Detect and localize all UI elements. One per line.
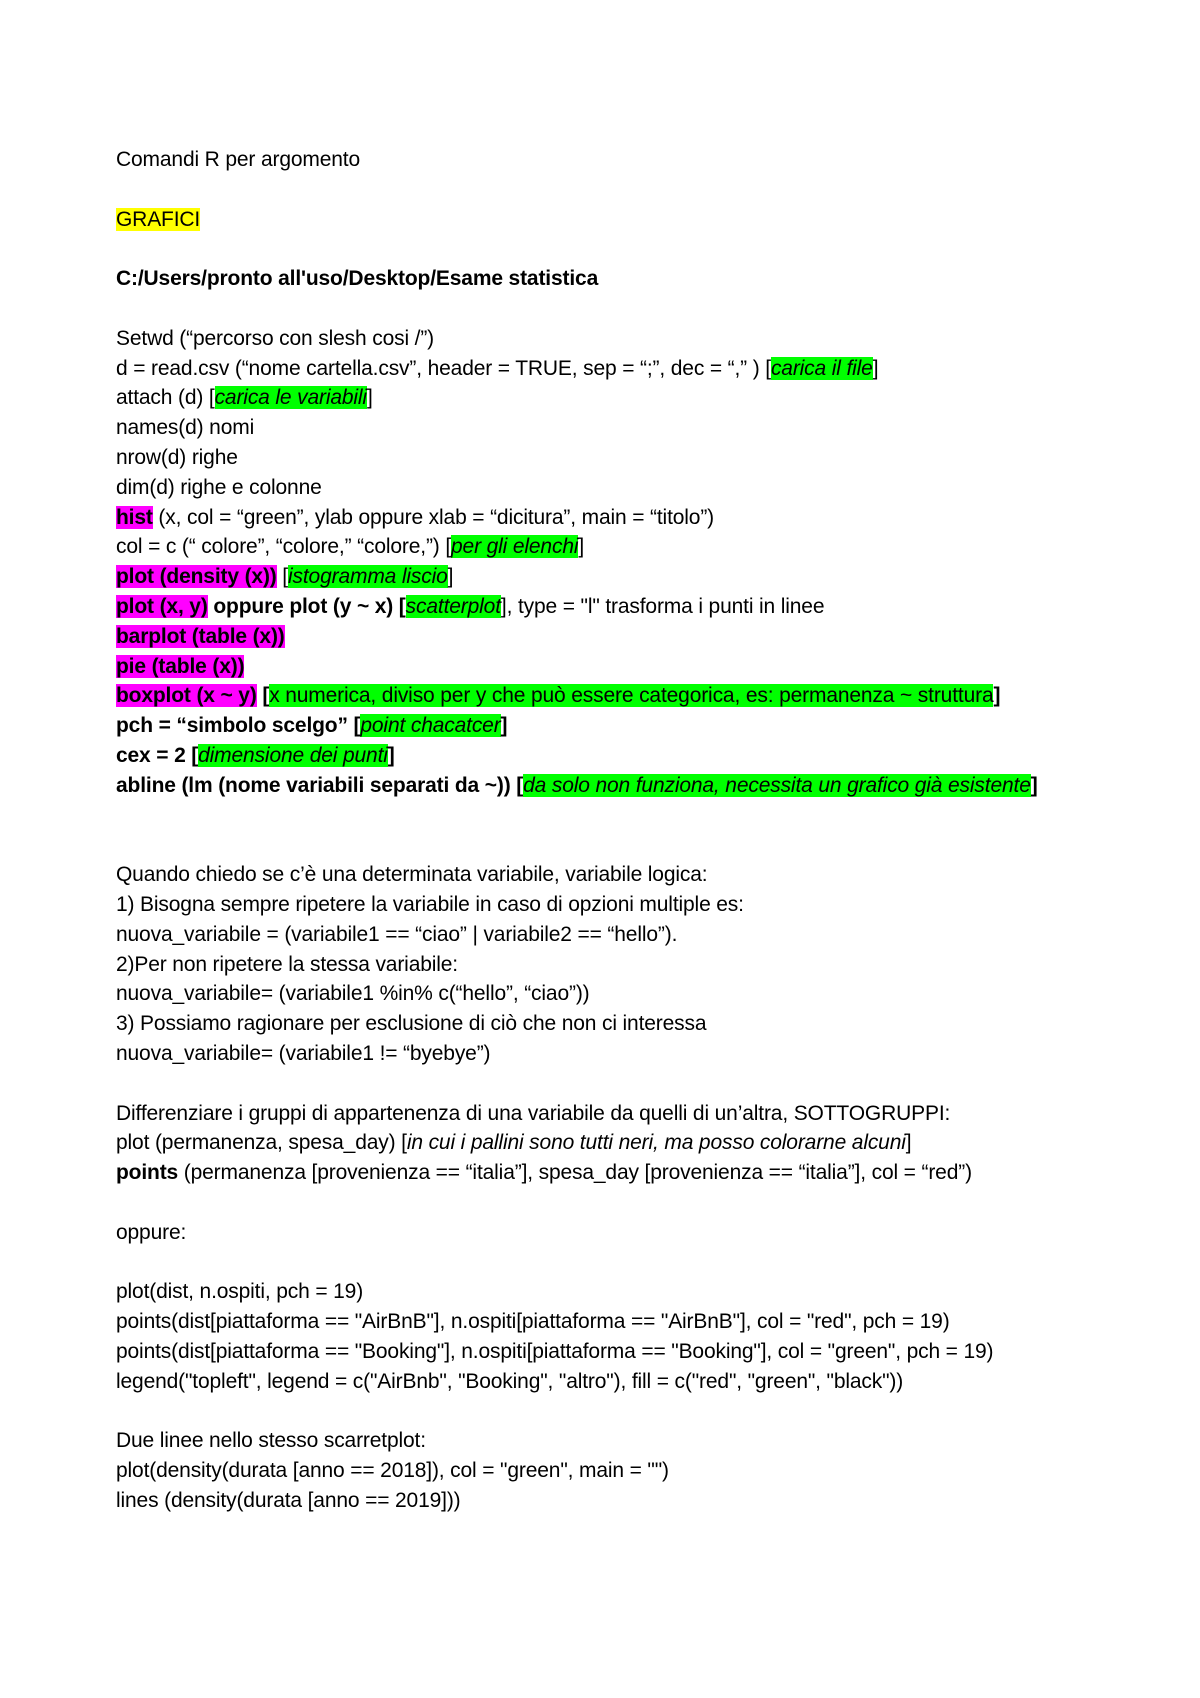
cmd-pie <box>116 652 1116 682</box>
cmd-attach-code: attach (d) [ <box>116 386 215 410</box>
lines-intro: Due linee nello stesso scarretplot: <box>116 1429 426 1453</box>
cmd-cex: cex = 2 [dimensione dei punti] <box>116 743 395 767</box>
cmd-col: col = c (“ colore”, “colore,” “colore,”) [per gli elenchi] <box>116 535 585 559</box>
logic-point-2: 2)Per non ripetere la stessa variabile: <box>116 952 458 976</box>
cmd-col-note: per gli elenchi <box>451 535 579 559</box>
cmd-read-csv-code: d = read.csv (“nome cartella.csv”, header = TRUE, sep = “;”, dec = “,” ) [ <box>116 356 771 380</box>
cmd-cex-note: dimensione dei punti <box>198 743 388 767</box>
cmd-pch-code: pch = “simbolo scelgo” [ <box>116 714 361 738</box>
cmd-col-code: col = c (“ colore”, “colore,” “colore,”) [ <box>116 535 452 559</box>
lines-code-1: plot(density(durata [anno == 2018]), col = "green", main = "") <box>116 1459 669 1483</box>
groups-code-1: plot(dist, n.ospiti, pch = 19) <box>116 1280 364 1304</box>
file-path: C:/Users/pronto all'uso/Desktop/Esame statistica <box>116 267 599 291</box>
cmd-names: names(d) nomi <box>116 416 255 440</box>
cmd-plot <box>116 592 1116 622</box>
section-heading <box>116 205 1116 235</box>
cmd-barplot <box>116 622 1116 652</box>
cmd-density: plot (density (x)) [istogramma liscio] <box>116 565 454 589</box>
cmd-hist-args: (x, col = “green”, ylab oppure xlab = “dicitura”, main = “titolo”) <box>152 505 715 529</box>
logic-point-3: 3) Possiamo ragionare per esclusione di ciò che non ci interessa <box>116 1012 707 1036</box>
cmd-abline-code: abline (lm (nome variabili separati da ~)) [ <box>116 773 524 797</box>
logic-code-2: nuova_variabile= (variabile1 %in% c(“hello”, “ciao”)) <box>116 982 590 1006</box>
lines-code-2: lines (density(durata [anno == 2019])) <box>116 1488 461 1512</box>
groups-plot-note: in cui i pallini sono tutti neri, ma posso colorarne alcuni <box>406 1131 906 1155</box>
groups-plot: plot (permanenza, spesa_day) [in cui i pallini sono tutti neri, ma posso colorarne alcuni] <box>116 1131 912 1155</box>
cmd-boxplot-keyword: boxplot (x ~ y) <box>116 684 257 708</box>
cmd-abline-note: da solo non funziona, necessita un grafico già esistente <box>523 773 1031 797</box>
cmd-barplot-keyword: barplot (table (x)) <box>116 624 285 648</box>
cmd-pch-note: point chacatcer <box>360 714 501 738</box>
logic-code-3: nuova_variabile= (variabile1 != “byebye”) <box>116 1041 491 1065</box>
cmd-nrow: nrow(d) righe <box>116 445 238 469</box>
section-heading-text: GRAFICI <box>116 207 201 231</box>
logic-point-1: 1) Bisogna sempre ripetere la variabile in caso di opzioni multiple es: <box>116 892 744 916</box>
cmd-dim: dim(d) righe e colonne <box>116 475 322 499</box>
cmd-boxplot: boxplot (x ~ y) [x numerica, diviso per y che può essere categorica, es: permanenza ~ struttura] <box>116 684 1001 708</box>
cmd-abline: abline (lm (nome variabili separati da ~)) [da solo non funziona, necessita un grafico già esistente] <box>116 773 1038 797</box>
cmd-cex-code: cex = 2 [ <box>116 743 199 767</box>
cmd-pch: pch = “simbolo scelgo” [point chacatcer] <box>116 714 508 738</box>
groups-plot-code: plot (permanenza, spesa_day) [ <box>116 1131 407 1155</box>
cmd-plot-keyword: plot (x, y) <box>116 594 208 618</box>
groups-points-keyword: points <box>116 1161 179 1185</box>
cmd-setwd: Setwd (“percorso con slesh cosi /”) <box>116 326 435 350</box>
logic-intro: Quando chiedo se c’è una determinata variabile, variabile logica: <box>116 863 708 887</box>
cmd-density-note: istogramma liscio <box>288 565 448 589</box>
logic-code-1: nuova_variabile = (variabile1 == “ciao” | variabile2 == “hello”). <box>116 922 678 946</box>
cmd-attach: attach (d) [carica le variabili] <box>116 386 373 410</box>
cmd-boxplot-note: x numerica, diviso per y che può essere categorica, es: permanenza ~ struttura <box>269 684 994 708</box>
groups-points-args: (permanenza [provenienza == “italia”], spesa_day [provenienza == “italia”], col = “red”) <box>178 1161 972 1185</box>
groups-code-2: points(dist[piattaforma == "AirBnB"], n.ospiti[piattaforma == "AirBnB"], col = "red", pch = 19) <box>116 1310 950 1334</box>
groups-oppure: oppure: <box>116 1220 187 1244</box>
groups-intro: Differenziare i gruppi di appartenenza di una variabile da quelli di un’altra, SOTTOGRUPPI: <box>116 1101 951 1125</box>
document-body <box>116 145 1116 1516</box>
groups-code-4: legend("topleft", legend = c("AirBnb", "Booking", "altro"), fill = c("red", "green", "black")) <box>116 1369 904 1393</box>
cmd-read-csv-note: carica il file <box>770 356 873 380</box>
document-title: Comandi R per argomento <box>116 148 361 171</box>
cmd-plot-alt: oppure plot (y ~ x) [ <box>207 594 406 618</box>
cmd-plot-type: ], type = "l" trasforma i punti in linee <box>500 594 825 618</box>
cmd-hist <box>116 503 1116 533</box>
cmd-read-csv: d = read.csv (“nome cartella.csv”, header = TRUE, sep = “;”, dec = “,” ) [carica il file] <box>116 356 879 380</box>
groups-points <box>116 1158 1116 1188</box>
cmd-pie-keyword: pie (table (x)) <box>116 654 245 678</box>
cmd-attach-note: carica le variabili <box>214 386 367 410</box>
cmd-density-keyword: plot (density (x)) <box>116 565 277 589</box>
cmd-hist-keyword: hist <box>116 505 153 529</box>
groups-code-3: points(dist[piattaforma == "Booking"], n.ospiti[piattaforma == "Booking"], col = "green", pch = 19) <box>116 1339 994 1363</box>
cmd-plot-note: scatterplot <box>405 594 501 618</box>
